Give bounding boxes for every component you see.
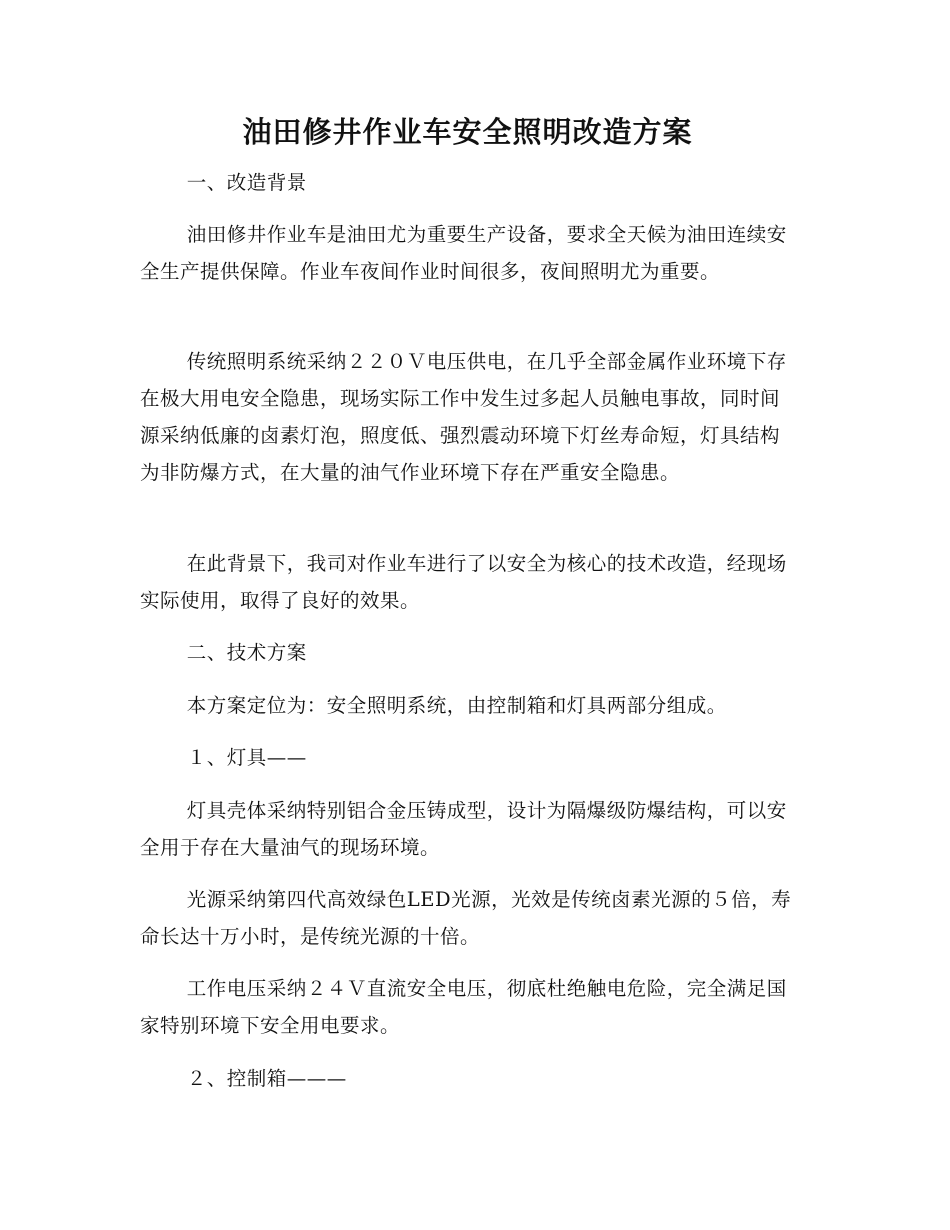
document-title: 油田修井作业车安全照明改造方案: [242, 115, 693, 149]
paragraph-importance: 油田修井作业车是油田尤为重要生产设备，要求全天候为油田连续安全生产提供保障。作业车夜间作业时间很多，夜间照明尤为重要。: [140, 223, 787, 283]
paragraph-safe-voltage: 工作电压采纳２４Ｖ直流安全电压，彻底杜绝触电危险，完全满足国家特别环境下安全用电要求。: [140, 977, 787, 1037]
section-heading-background: 一、改造背景: [186, 171, 307, 194]
item-heading-lamps: １、灯具——: [186, 746, 307, 769]
paragraph-lamp-housing: 灯具壳体采纳特别铝合金压铸成型，设计为隔爆级防爆结构，可以安全用于存在大量油气的现场环境。: [140, 799, 787, 859]
paragraph-led-source: 光源采纳第四代高效绿色LED光源，光效是传统卤素光源的５倍，寿命长达十万小时，是传统光源的十倍。: [140, 888, 792, 948]
item-heading-control-box: ２、控制箱———: [186, 1067, 347, 1090]
paragraph-traditional-lighting: 传统照明系统采纳２２０Ｖ电压供电，在几乎全部金属作业环境下存在极大用电安全隐患，现场实际工作中发生过多起人员触电事故，同时间源采纳低廉的卤素灯泡，照度低、强烈震动环境下灯丝寿命短，灯具结构为非防爆方式，在大量的油气作业环境下存在严重安全隐患。: [140, 350, 787, 484]
section-heading-technical-plan: 二、技术方案: [186, 641, 307, 664]
paragraph-retrofit-result: 在此背景下，我司对作业车进行了以安全为核心的技术改造，经现场实际使用，取得了良好的效果。: [140, 552, 787, 612]
paragraph-plan-positioning: 本方案定位为：安全照明系统，由控制箱和灯具两部分组成。: [186, 694, 727, 717]
